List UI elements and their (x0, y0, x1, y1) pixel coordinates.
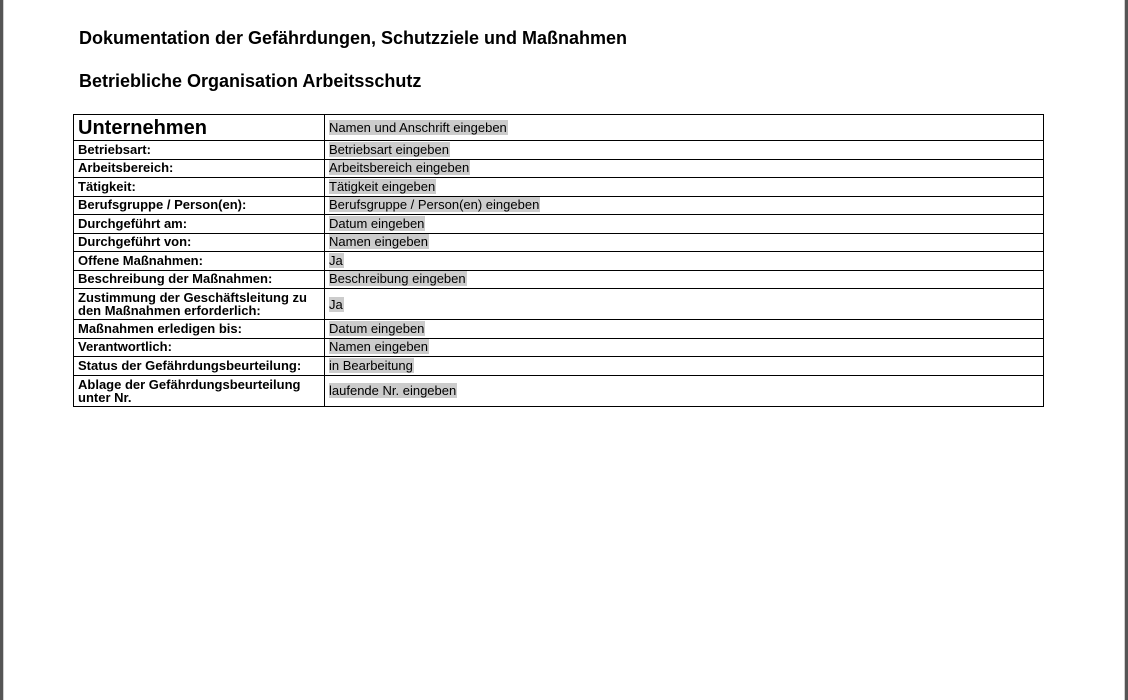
row-value-cell (325, 215, 1044, 234)
table-row-status (74, 357, 1044, 376)
row-value-cell (325, 233, 1044, 252)
table-row-verantwortlich (74, 338, 1044, 357)
table-row-unternehmen (74, 115, 1044, 141)
table-row-erledigen-bis (74, 320, 1044, 339)
row-label: Offene Maßnahmen: (74, 252, 325, 271)
table-row-durchgefuehrt-von (74, 233, 1044, 252)
row-value-cell (325, 375, 1044, 406)
row-value-cell (325, 320, 1044, 339)
table-row-berufsgruppe (74, 196, 1044, 215)
form-field-unternehmen[interactable]: Namen und Anschrift eingeben (329, 119, 507, 135)
form-field-arbeitsbereich[interactable]: Arbeitsbereich eingeben (329, 160, 470, 176)
form-field-durchgefuehrt-von[interactable]: Namen eingeben (329, 234, 429, 250)
row-label: Durchgeführt von: (74, 233, 325, 252)
table-row-offene-massnahmen (74, 252, 1044, 271)
form-field-beschreibung[interactable]: Beschreibung eingeben (329, 271, 466, 287)
row-label: Verantwortlich: (74, 338, 325, 357)
table-row-arbeitsbereich (74, 159, 1044, 178)
form-field-erledigen-bis[interactable]: Datum eingeben (329, 320, 425, 336)
document-title: Dokumentation der Gefährdungen, Schutzziele und Maßnahmen (79, 28, 628, 48)
form-field-betriebsart[interactable]: Betriebsart eingeben (329, 141, 449, 157)
row-value-cell (325, 115, 1044, 141)
row-label: Zustimmung der Geschäftsleitung zu den Maßnahmen erforderlich: (74, 289, 325, 320)
row-label: Arbeitsbereich: (74, 159, 325, 178)
form-field-durchgefuehrt-am[interactable]: Datum eingeben (329, 215, 425, 231)
row-label: Maßnahmen erledigen bis: (74, 320, 325, 339)
form-field-status[interactable]: in Bearbeitung (329, 357, 413, 373)
form-field-offene-massnahmen[interactable]: Ja (329, 252, 343, 268)
row-label: Betriebsart: (74, 141, 325, 160)
row-value-cell (325, 196, 1044, 215)
row-value-cell (325, 338, 1044, 357)
row-label: Status der Gefährdungsbeurteilung: (74, 357, 325, 376)
row-value-cell (325, 357, 1044, 376)
row-value-cell (325, 159, 1044, 178)
table-row-durchgefuehrt-am (74, 215, 1044, 234)
row-label: Berufsgruppe / Person(en): (74, 196, 325, 215)
form-field-verantwortlich[interactable]: Namen eingeben (329, 339, 429, 355)
form-field-zustimmung[interactable]: Ja (329, 296, 343, 312)
table-row-beschreibung (74, 270, 1044, 289)
row-label: Ablage der Gefährdungsbeurteilung unter Nr. (74, 375, 325, 406)
page-border-right-inner (1124, 0, 1125, 700)
form-field-ablage[interactable]: laufende Nr. eingeben (329, 383, 457, 398)
row-value-cell (325, 289, 1044, 320)
page-border-left-inner (3, 0, 4, 700)
row-value-cell (325, 270, 1044, 289)
table-row-betriebsart (74, 141, 1044, 160)
row-label: Durchgeführt am: (74, 215, 325, 234)
row-value-cell (325, 178, 1044, 197)
table-row-taetigkeit (74, 178, 1044, 197)
form-field-taetigkeit[interactable]: Tätigkeit eingeben (329, 178, 436, 194)
table-row-zustimmung (74, 289, 1044, 320)
form-field-berufsgruppe[interactable]: Berufsgruppe / Person(en) eingeben (329, 197, 540, 213)
row-value-cell (325, 141, 1044, 160)
document-subtitle: Betriebliche Organisation Arbeitsschutz (79, 71, 422, 91)
row-label: Tätigkeit: (74, 178, 325, 197)
row-label: Beschreibung der Maßnahmen: (74, 270, 325, 289)
info-table (73, 114, 1044, 407)
table-row-ablage (74, 375, 1044, 406)
row-value-cell (325, 252, 1044, 271)
row-label: Unternehmen (74, 115, 325, 141)
